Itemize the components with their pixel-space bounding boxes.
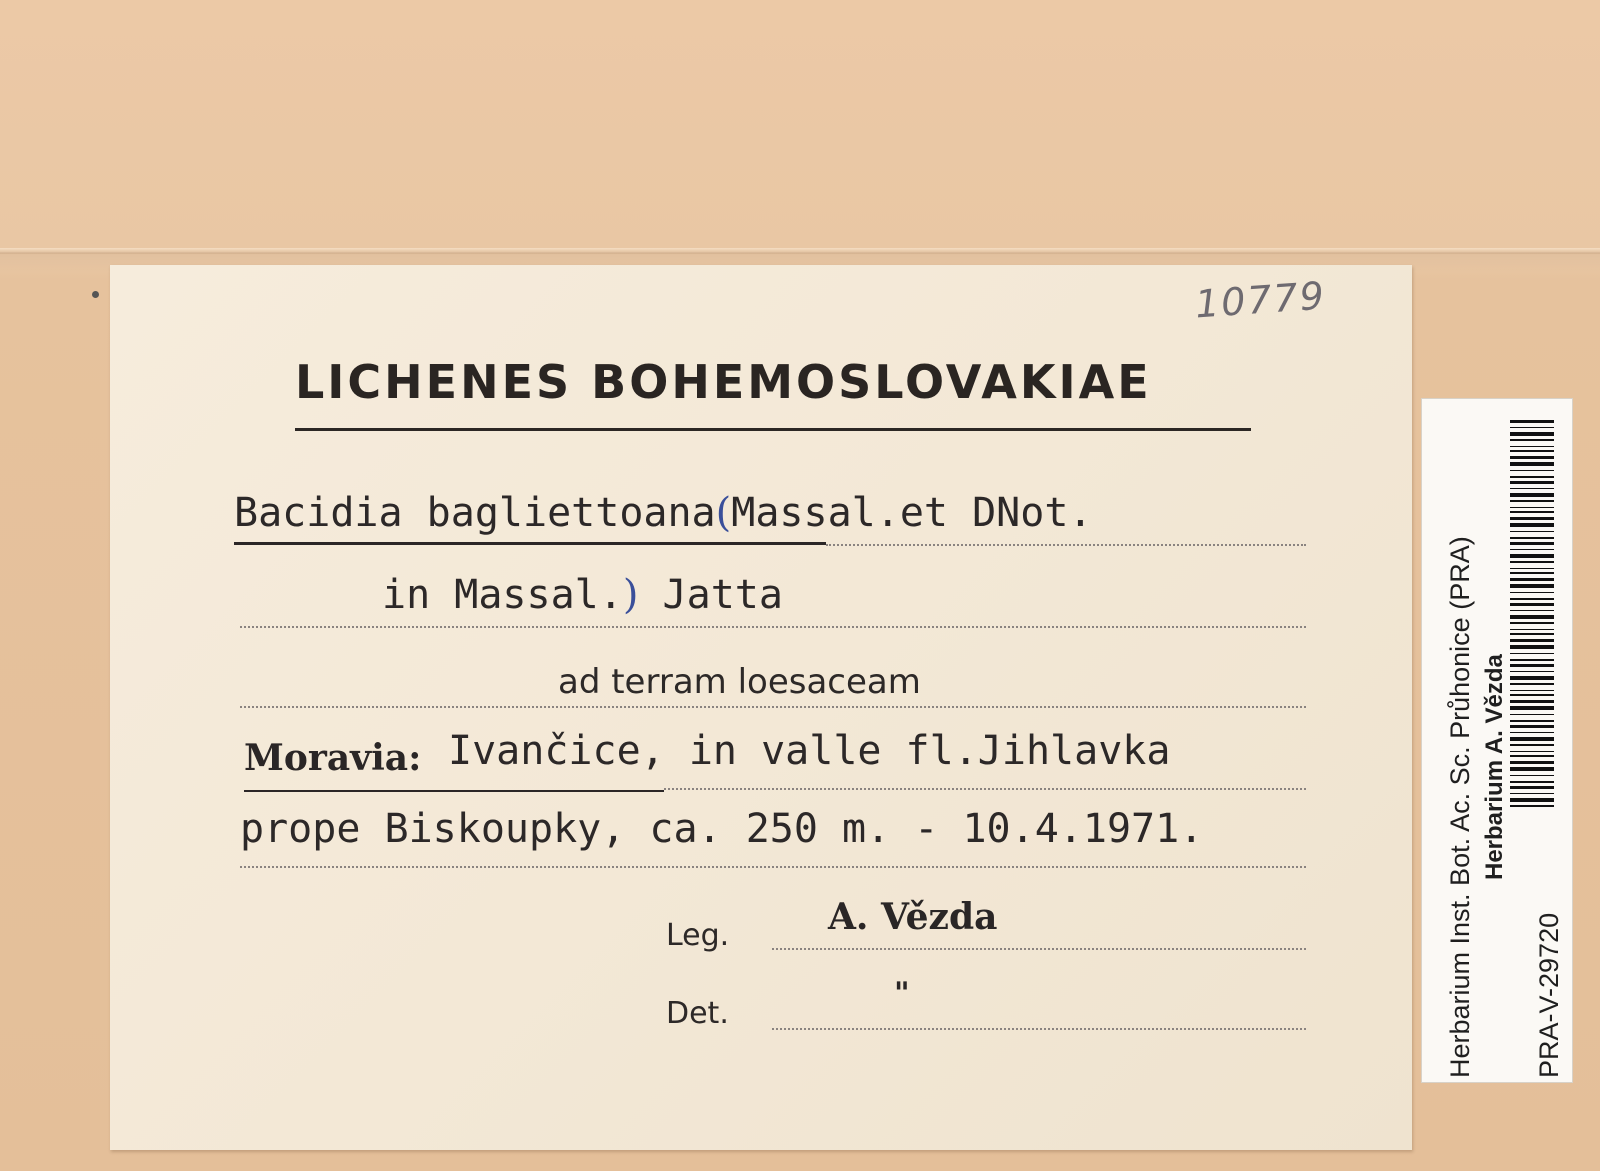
substrate-text: ad terram loesaceam xyxy=(558,662,921,702)
specimen-id-text: PRA-V-29720 xyxy=(1534,912,1564,1078)
dotted-line-1 xyxy=(826,544,1306,546)
header-rule xyxy=(295,428,1251,431)
dotted-line-2 xyxy=(240,626,1306,628)
label-header-title: LICHENES BOHEMOSLOVAKIAE xyxy=(295,355,1152,409)
dotted-line-det xyxy=(772,1028,1306,1030)
institution-text: Herbarium Inst. Bot. Ac. Sc. Průhonice (PRA) xyxy=(1445,536,1475,1078)
det-label: Det. xyxy=(666,996,729,1031)
dotted-line-leg xyxy=(772,948,1306,950)
dotted-line-3 xyxy=(240,706,1306,708)
taxon-line-1 xyxy=(234,490,1092,536)
dotted-line-4 xyxy=(664,788,1306,790)
handwritten-catalog-number: 10779 xyxy=(1193,273,1328,327)
taxon-close-paren: ) xyxy=(622,572,639,618)
taxon-authors: Massal.et DNot. xyxy=(731,490,1093,536)
collection-text: Herbarium A. Vězda xyxy=(1481,654,1508,880)
taxon-combining-author: Jatta xyxy=(662,572,783,618)
region-underline xyxy=(244,790,664,792)
leg-value: A. Vězda xyxy=(828,896,998,938)
locality-line-1: Ivančice, in valle fl.Jihlavka xyxy=(448,728,1171,774)
locality-line-2: prope Biskoupky, ca. 250 m. - 10.4.1971. xyxy=(240,806,1204,852)
pin-mark xyxy=(92,291,99,298)
det-value: " xyxy=(894,976,910,1011)
barcode-icon xyxy=(1510,420,1554,810)
taxon-in-author: in Massal. xyxy=(382,572,623,618)
taxon-name-underline xyxy=(234,542,826,545)
leg-label: Leg. xyxy=(666,918,730,953)
taxon-open-paren: ( xyxy=(715,490,732,536)
taxon-name: Bacidia bagliettoana xyxy=(234,490,716,536)
region-label: Moravia: xyxy=(244,737,422,779)
taxon-line-2 xyxy=(382,572,783,618)
dotted-line-5 xyxy=(240,866,1306,868)
